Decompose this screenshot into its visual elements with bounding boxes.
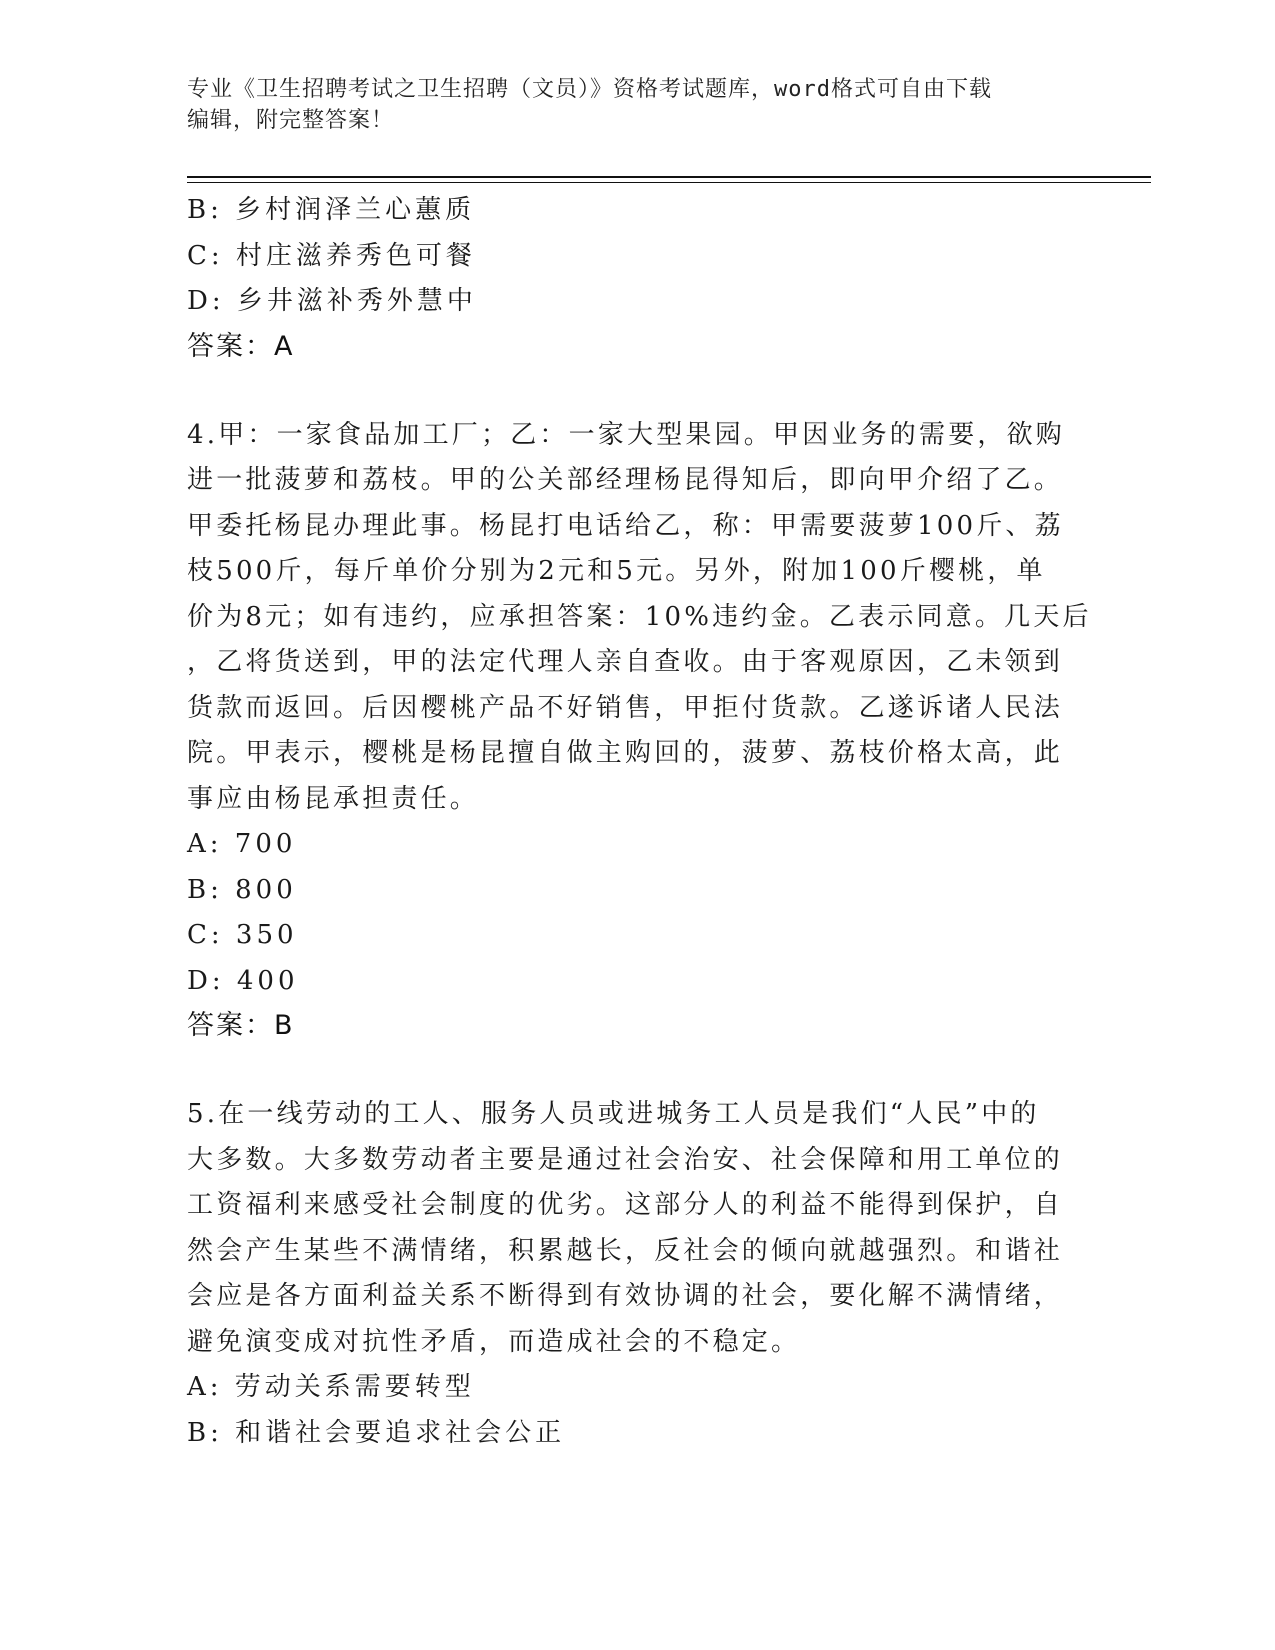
question-5-options xyxy=(187,1365,1077,1456)
question-stem-line: 甲委托杨昆办理此事。杨昆打电话给乙，称：甲需要菠萝100斤、荔 xyxy=(187,510,1064,541)
option-d: D: 400 xyxy=(187,965,299,996)
option-c: C: 村庄滋养秀色可餐 xyxy=(187,240,476,271)
header-line-2: 编辑，附完整答案！ xyxy=(187,108,395,133)
header-line-1: 专业《卫生招聘考试之卫生招聘（文员）》资格考试题库，word格式可自由下载 xyxy=(187,77,992,102)
question-stem-line: 事应由杨昆承担责任。 xyxy=(187,783,480,814)
question-4 xyxy=(187,413,1092,823)
question-stem-line: 然会产生某些不满情绪，积累越长，反社会的倾向就越强烈。和谐社 xyxy=(187,1235,1064,1266)
option-b: B: 和谐社会要追求社会公正 xyxy=(187,1417,566,1448)
answer-line: 答案：A xyxy=(187,330,295,362)
question-stem-line: 避免演变成对抗性矛盾，而造成社会的不稳定。 xyxy=(187,1326,801,1357)
option-b: B: 乡村润泽兰心蕙质 xyxy=(187,195,476,225)
question-stem-line: ，乙将货送到，甲的法定代理人亲自查收。由于客观原因，乙未领到 xyxy=(187,647,1064,677)
question-content xyxy=(187,188,1092,1456)
question-stem-line: 4.甲：一家食品加工厂；乙：一家大型果园。甲因业务的需要，欲购 xyxy=(187,419,1066,450)
question-stem-line: 院。甲表示，樱桃是杨昆擅自做主购回的，菠萝、荔枝价格太高，此 xyxy=(187,738,1064,768)
question-stem-line: 货款而返回。后因樱桃产品不好销售，甲拒付货款。乙遂诉诸人民法 xyxy=(187,692,1064,723)
document-header xyxy=(187,74,1087,136)
question-stem-line: 5.在一线劳动的工人、服务人员或进城务工人员是我们“人民”中的 xyxy=(187,1099,1040,1129)
question-4-options xyxy=(187,822,1077,1048)
option-c: C: 350 xyxy=(187,920,298,950)
option-b: B: 800 xyxy=(187,874,297,905)
question-stem-line: 价为8元；如有违约，应承担答案：10%违约金。乙表示同意。几天后 xyxy=(187,601,1092,632)
option-a: A: 700 xyxy=(187,829,297,859)
question-stem-line: 工资福利来感受社会制度的优劣。这部分人的利益不能得到保护，自 xyxy=(187,1190,1064,1220)
question-stem-line: 会应是各方面利益关系不断得到有效协调的社会，要化解不满情绪， xyxy=(187,1281,1064,1311)
question-3-tail xyxy=(187,188,1077,369)
question-stem-line: 进一批菠萝和荔枝。甲的公关部经理杨昆得知后，即向甲介绍了乙。 xyxy=(187,465,1064,495)
question-stem-line: 大多数。大多数劳动者主要是通过社会治安、社会保障和用工单位的 xyxy=(187,1144,1064,1175)
header-divider-thin xyxy=(187,182,1151,183)
header-divider-thick xyxy=(187,176,1151,178)
option-a: A: 劳动关系需要转型 xyxy=(187,1372,475,1402)
answer-line: 答案：B xyxy=(187,1010,295,1041)
option-d: D: 乡井滋补秀外慧中 xyxy=(187,286,477,316)
question-5 xyxy=(187,1092,1077,1365)
question-stem-line: 枝500斤，每斤单价分别为2元和5元。另外，附加100斤樱桃，单 xyxy=(187,556,1046,586)
